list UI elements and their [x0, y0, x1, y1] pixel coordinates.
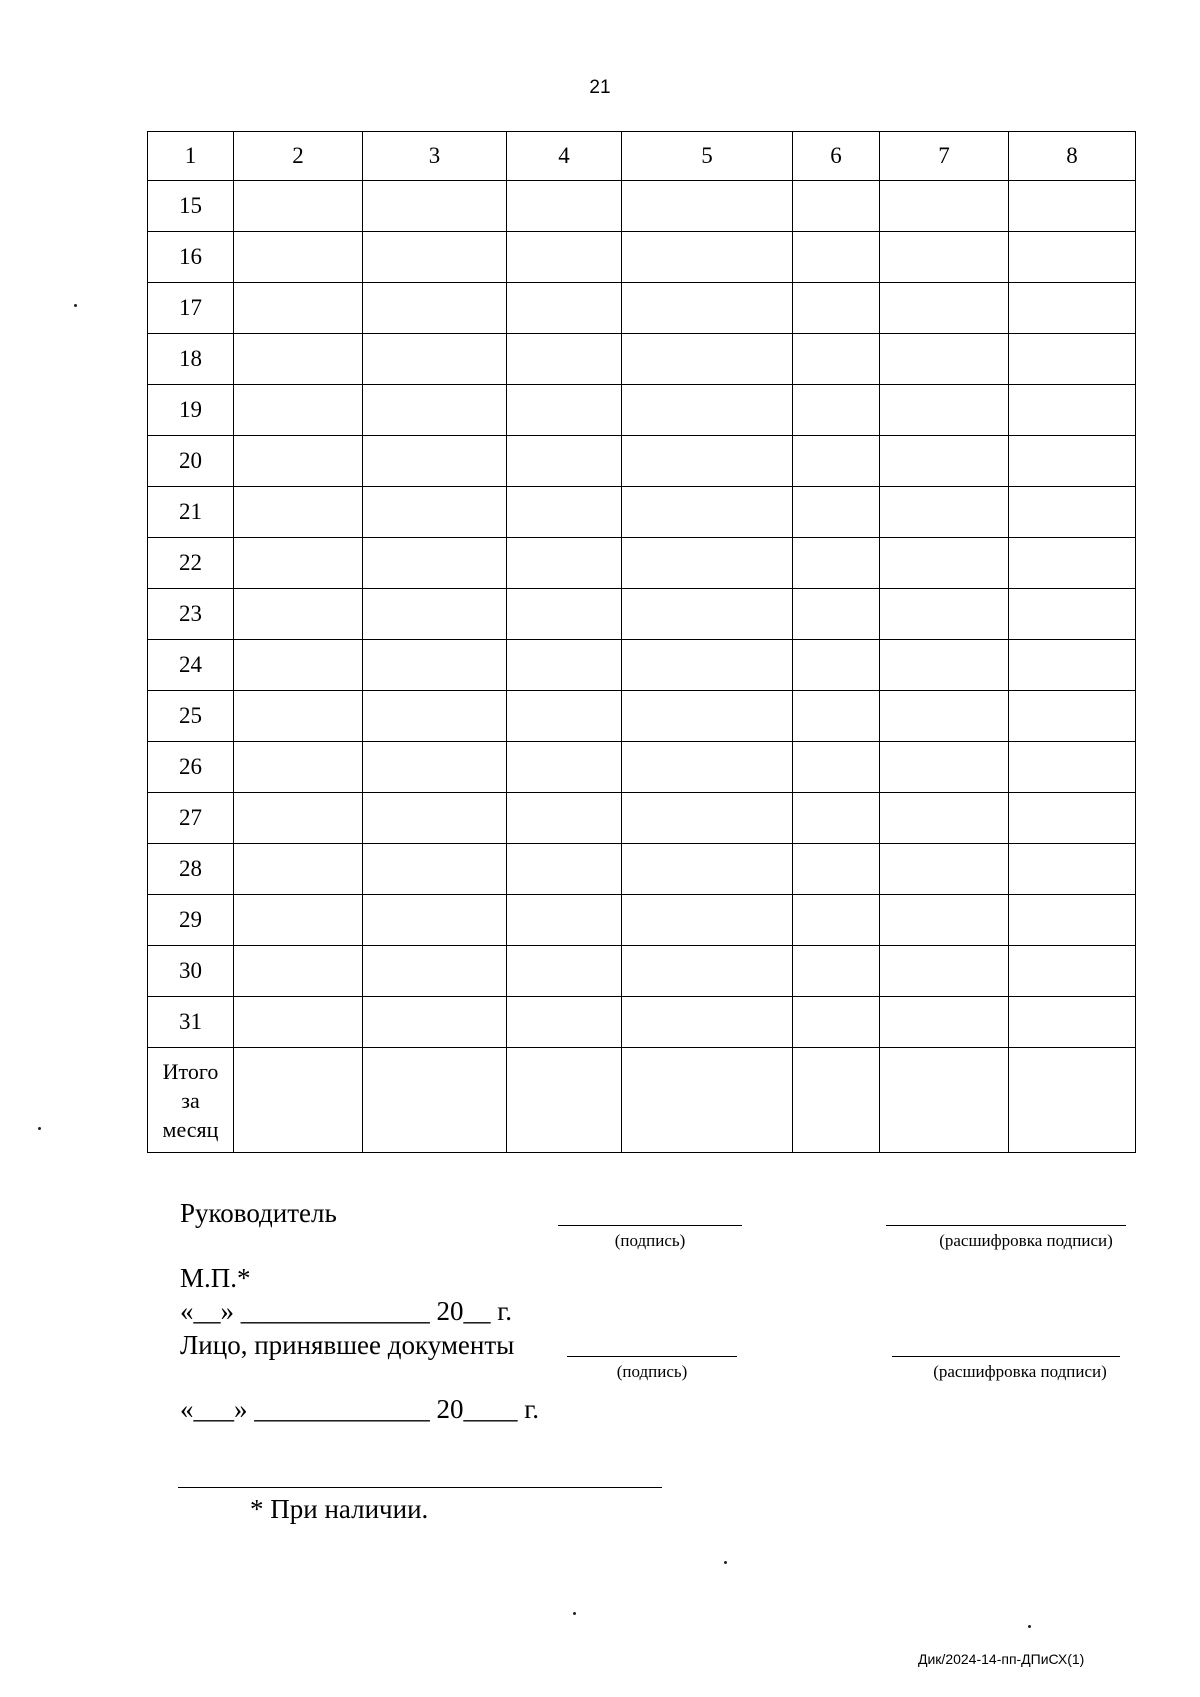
table-cell: [363, 895, 507, 946]
table-cell: [880, 283, 1009, 334]
total-cell: [363, 1048, 507, 1153]
table-row: [148, 487, 1136, 538]
table-cell: [793, 436, 880, 487]
table-cell: [363, 589, 507, 640]
date-line-2: «___» _____________ 20____ г.: [180, 1394, 540, 1424]
table-cell: [880, 436, 1009, 487]
table-cell: [363, 793, 507, 844]
table-cell: [234, 181, 363, 232]
table-cell: [363, 844, 507, 895]
table-cell: [1009, 487, 1136, 538]
table-row: [148, 691, 1136, 742]
table-cell: [622, 946, 793, 997]
table-cell: [1009, 589, 1136, 640]
day-number-cell: 24: [148, 640, 234, 691]
head-label: Руководитель: [180, 1198, 337, 1228]
table-cell: [1009, 283, 1136, 334]
table-row: [148, 334, 1136, 385]
table-cell: [507, 538, 622, 589]
table-cell: [880, 589, 1009, 640]
head-signature-line: [558, 1225, 742, 1226]
table-cell: [622, 640, 793, 691]
column-header: 2: [234, 132, 363, 181]
table-cell: [363, 997, 507, 1048]
table-cell: [793, 946, 880, 997]
column-header: 1: [148, 132, 234, 181]
receiver-decoding-line: [892, 1356, 1120, 1357]
table-cell: [1009, 232, 1136, 283]
table-cell: [622, 436, 793, 487]
head-signature-caption: (подпись): [614, 1231, 686, 1250]
table-cell: [234, 742, 363, 793]
table-row: [148, 997, 1136, 1048]
table-cell: [234, 385, 363, 436]
day-number-cell: 25: [148, 691, 234, 742]
table-cell: [622, 997, 793, 1048]
table-cell: [1009, 436, 1136, 487]
table-row: [148, 385, 1136, 436]
total-label-line: месяц: [162, 1116, 219, 1142]
receiver-label: Лицо, принявшее документы: [180, 1330, 515, 1360]
table-row: [148, 793, 1136, 844]
table-cell: [793, 640, 880, 691]
day-number-cell: 20: [148, 436, 234, 487]
total-label: [163, 1057, 219, 1144]
table-cell: [234, 895, 363, 946]
table-cell: [234, 793, 363, 844]
table-row: [148, 538, 1136, 589]
day-number-cell: 30: [148, 946, 234, 997]
table-cell: [880, 946, 1009, 997]
receiver-signature-caption: (подпись): [616, 1362, 688, 1381]
day-number-cell: 31: [148, 997, 234, 1048]
page-number: 21: [589, 77, 611, 98]
table-cell: [234, 691, 363, 742]
footnote-separator: [178, 1487, 662, 1488]
table-cell: [880, 181, 1009, 232]
table-cell: [1009, 946, 1136, 997]
table-cell: [234, 589, 363, 640]
table-cell: [1009, 181, 1136, 232]
table-cell: [234, 334, 363, 385]
table-row: [148, 742, 1136, 793]
table-cell: [363, 283, 507, 334]
table-cell: [793, 844, 880, 895]
total-label-line: за: [181, 1087, 200, 1113]
table-cell: [793, 742, 880, 793]
table-cell: [363, 232, 507, 283]
table-cell: [1009, 895, 1136, 946]
table-cell: [363, 487, 507, 538]
table-cell: [507, 946, 622, 997]
table-cell: [622, 385, 793, 436]
table-cell: [880, 487, 1009, 538]
table-cell: [234, 640, 363, 691]
table-cell: [880, 385, 1009, 436]
footnote: * При наличии.: [250, 1494, 429, 1524]
day-number-cell: 28: [148, 844, 234, 895]
table-cell: [793, 181, 880, 232]
scan-speck: [573, 1612, 576, 1615]
table-cell: [793, 895, 880, 946]
table-cell: [793, 385, 880, 436]
table-cell: [234, 538, 363, 589]
table-cell: [363, 640, 507, 691]
table-cell: [507, 436, 622, 487]
table-cell: [880, 538, 1009, 589]
table-row: [148, 283, 1136, 334]
table-cell: [793, 232, 880, 283]
column-header: 4: [507, 132, 622, 181]
monthly-table: [147, 131, 1136, 1153]
table-cell: [363, 946, 507, 997]
table-cell: [507, 385, 622, 436]
table-cell: [1009, 334, 1136, 385]
table-cell: [507, 742, 622, 793]
table-cell: [507, 640, 622, 691]
receiver-signature-line: [567, 1356, 737, 1357]
table-cell: [880, 844, 1009, 895]
total-row: [148, 1048, 1136, 1153]
table-cell: [793, 538, 880, 589]
table-cell: [880, 334, 1009, 385]
table-cell: [622, 538, 793, 589]
table-cell: [363, 334, 507, 385]
table-cell: [1009, 538, 1136, 589]
table-cell: [1009, 640, 1136, 691]
table-cell: [1009, 742, 1136, 793]
day-number-cell: 15: [148, 181, 234, 232]
day-number-cell: 18: [148, 334, 234, 385]
day-number-cell: 29: [148, 895, 234, 946]
column-header: 8: [1009, 132, 1136, 181]
table-cell: [507, 487, 622, 538]
table-cell: [793, 283, 880, 334]
table-cell: [507, 283, 622, 334]
table-cell: [622, 232, 793, 283]
table-cell: [507, 793, 622, 844]
table-cell: [507, 895, 622, 946]
total-label-cell: [148, 1048, 234, 1153]
table-cell: [622, 844, 793, 895]
table-cell: [363, 385, 507, 436]
scan-speck: [1028, 1625, 1031, 1628]
head-decoding-caption: (расшифровка подписи): [939, 1231, 1113, 1250]
table-cell: [234, 232, 363, 283]
table-row: [148, 895, 1136, 946]
head-decoding-line: [886, 1225, 1126, 1226]
column-header: 7: [880, 132, 1009, 181]
table-cell: [622, 283, 793, 334]
table-cell: [622, 793, 793, 844]
table-cell: [880, 742, 1009, 793]
day-number-cell: 17: [148, 283, 234, 334]
table-row: [148, 844, 1136, 895]
table-cell: [1009, 385, 1136, 436]
table-cell: [234, 844, 363, 895]
date-line-1: «__» ______________ 20__ г.: [180, 1296, 513, 1326]
table-cell: [363, 436, 507, 487]
table-cell: [622, 895, 793, 946]
table-cell: [234, 487, 363, 538]
table-cell: [880, 997, 1009, 1048]
table-row: [148, 589, 1136, 640]
table-cell: [793, 589, 880, 640]
total-cell: [1009, 1048, 1136, 1153]
table-cell: [793, 691, 880, 742]
table-cell: [793, 997, 880, 1048]
table-cell: [880, 640, 1009, 691]
table-cell: [363, 538, 507, 589]
table-cell: [793, 793, 880, 844]
table-cell: [363, 742, 507, 793]
table-cell: [622, 742, 793, 793]
total-cell: [622, 1048, 793, 1153]
day-number-cell: 23: [148, 589, 234, 640]
table-cell: [507, 844, 622, 895]
table-cell: [363, 181, 507, 232]
column-header: 5: [622, 132, 793, 181]
seal-label: М.П.*: [180, 1263, 251, 1293]
table-cell: [622, 691, 793, 742]
total-label-line: Итого: [162, 1058, 219, 1084]
table-cell: [507, 181, 622, 232]
table-cell: [363, 691, 507, 742]
table-cell: [234, 997, 363, 1048]
table-row: [148, 436, 1136, 487]
table-cell: [507, 691, 622, 742]
table-cell: [880, 691, 1009, 742]
table-cell: [234, 946, 363, 997]
table-cell: [622, 181, 793, 232]
table-cell: [1009, 997, 1136, 1048]
table-cell: [507, 232, 622, 283]
scan-speck: [724, 1561, 727, 1564]
document-code: Дик/2024-14-пп-ДПиСХ(1): [918, 1651, 1085, 1667]
day-number-cell: 19: [148, 385, 234, 436]
table-cell: [1009, 691, 1136, 742]
total-cell: [507, 1048, 622, 1153]
table-row: [148, 232, 1136, 283]
table-cell: [622, 589, 793, 640]
total-cell: [880, 1048, 1009, 1153]
table-cell: [507, 997, 622, 1048]
column-header: 6: [793, 132, 880, 181]
day-number-cell: 21: [148, 487, 234, 538]
table-header-row: [148, 132, 1136, 181]
table-cell: [234, 283, 363, 334]
table-row: [148, 946, 1136, 997]
table-cell: [1009, 844, 1136, 895]
table-cell: [793, 487, 880, 538]
table-cell: [880, 232, 1009, 283]
day-number-cell: 22: [148, 538, 234, 589]
day-number-cell: 27: [148, 793, 234, 844]
table-cell: [1009, 793, 1136, 844]
day-number-cell: 26: [148, 742, 234, 793]
column-header: 3: [363, 132, 507, 181]
scan-speck: [38, 1127, 41, 1130]
scan-speck: [74, 304, 77, 307]
table-cell: [880, 895, 1009, 946]
day-number-cell: 16: [148, 232, 234, 283]
table-cell: [622, 487, 793, 538]
table-row: [148, 181, 1136, 232]
receiver-decoding-caption: (расшифровка подписи): [933, 1362, 1107, 1381]
table-cell: [507, 334, 622, 385]
table-row: [148, 640, 1136, 691]
table-cell: [234, 436, 363, 487]
table-cell: [622, 334, 793, 385]
total-cell: [234, 1048, 363, 1153]
table-cell: [507, 589, 622, 640]
total-cell: [793, 1048, 880, 1153]
table-cell: [880, 793, 1009, 844]
table-cell: [793, 334, 880, 385]
